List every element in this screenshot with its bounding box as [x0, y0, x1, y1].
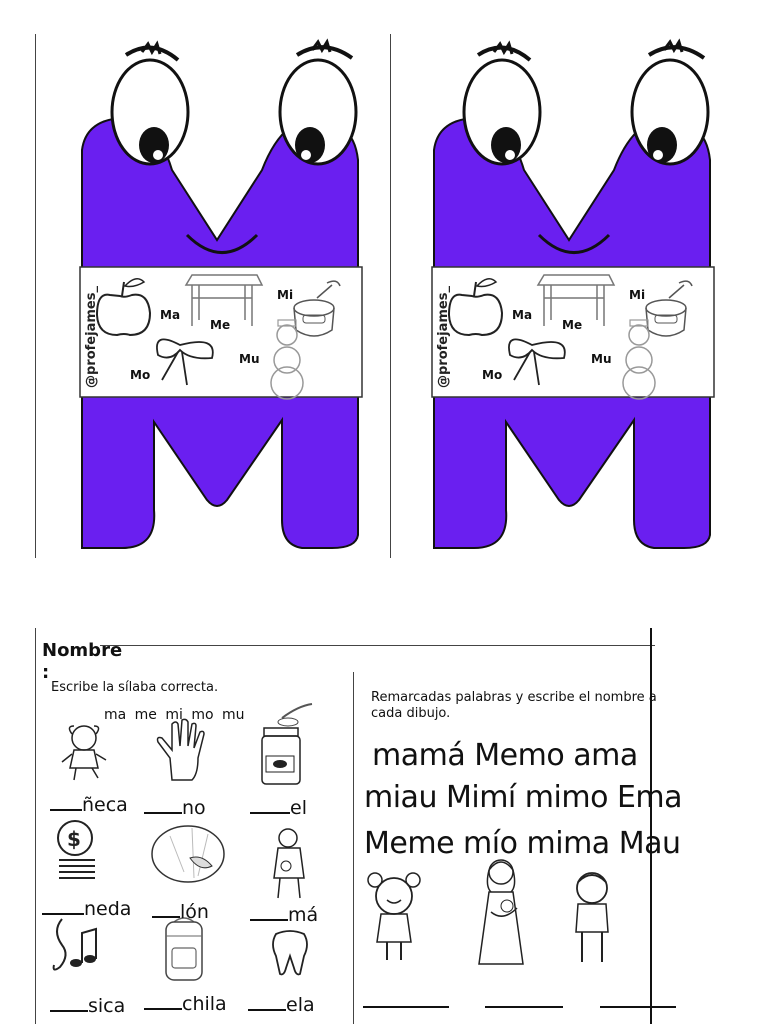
word-row: miau Mimí mimo Ema	[364, 780, 683, 815]
tooth-icon	[270, 928, 310, 976]
blank-suffix: lón	[180, 901, 209, 923]
nombre-colon: :	[42, 662, 50, 683]
blank-item[interactable]	[144, 992, 227, 1015]
syllable-ma: Ma	[160, 308, 181, 322]
syllable-me: Me	[562, 318, 583, 332]
profejames-handle: @profejames_	[84, 286, 99, 388]
blank-suffix: ñeca	[82, 794, 128, 816]
nombre-label: Nombre	[42, 640, 123, 661]
blank-item[interactable]	[250, 796, 307, 819]
blank-item[interactable]	[50, 994, 125, 1017]
word-row: mamá Memo ama	[372, 738, 638, 773]
blank-item[interactable]	[50, 793, 128, 816]
melon-icon	[150, 822, 228, 884]
svg-text:$: $	[67, 827, 81, 851]
answer-line[interactable]	[485, 1006, 563, 1008]
syllable-mu: Mu	[591, 352, 612, 366]
profejames-handle: @profejames_	[436, 286, 451, 388]
syllable-mi: Mi	[277, 288, 294, 302]
letter-m-card-2	[414, 30, 724, 555]
blank-item[interactable]	[152, 900, 209, 923]
blank-suffix: no	[182, 797, 206, 819]
syllable-mu: Mu	[239, 352, 260, 366]
worksheet-border-left	[35, 628, 36, 1024]
music-note-icon	[48, 915, 98, 977]
syllable-me: Me	[210, 318, 231, 332]
syllable-mo: Mo	[130, 368, 151, 382]
mother-baby-icon	[473, 856, 529, 968]
blank-suffix: má	[288, 904, 319, 926]
syllable-mo: Mo	[482, 368, 503, 382]
blank-suffix: ela	[286, 994, 315, 1016]
worksheet-divider	[353, 672, 354, 1024]
honey-jar-icon	[258, 700, 318, 788]
card-border-left	[35, 34, 36, 558]
blank-item[interactable]	[250, 903, 318, 926]
blank-suffix: neda	[84, 898, 132, 920]
blank-item[interactable]	[248, 993, 315, 1016]
syllable-mi: Mi	[629, 288, 646, 302]
hand-icon	[152, 718, 214, 784]
letter-m-illustration	[62, 30, 372, 555]
doll-icon	[58, 722, 114, 782]
letter-m-card-1	[62, 30, 372, 555]
answer-line[interactable]	[600, 1006, 676, 1008]
syllable-options: ma me mi mo mu	[104, 707, 245, 723]
blank-suffix: chila	[182, 993, 227, 1015]
nombre-line	[100, 645, 655, 646]
right-instruction: Remarcadas palabras y escribe el nombre a cada dibujo.	[371, 690, 657, 721]
answer-line[interactable]	[363, 1006, 449, 1008]
blank-suffix: sica	[88, 995, 126, 1017]
girl-icon	[365, 868, 423, 964]
coin-stack-icon	[55, 818, 99, 884]
blank-suffix: el	[290, 797, 307, 819]
card-divider	[390, 34, 391, 558]
word-row: Meme mío mima Mau	[364, 826, 681, 861]
blank-item[interactable]	[144, 796, 206, 819]
letter-m-illustration	[414, 30, 724, 555]
boy-icon	[570, 868, 614, 966]
syllable-ma: Ma	[512, 308, 533, 322]
blank-item[interactable]	[42, 897, 131, 920]
mother-icon	[268, 826, 312, 902]
left-instruction: Escribe la sílaba correcta.	[51, 680, 219, 695]
